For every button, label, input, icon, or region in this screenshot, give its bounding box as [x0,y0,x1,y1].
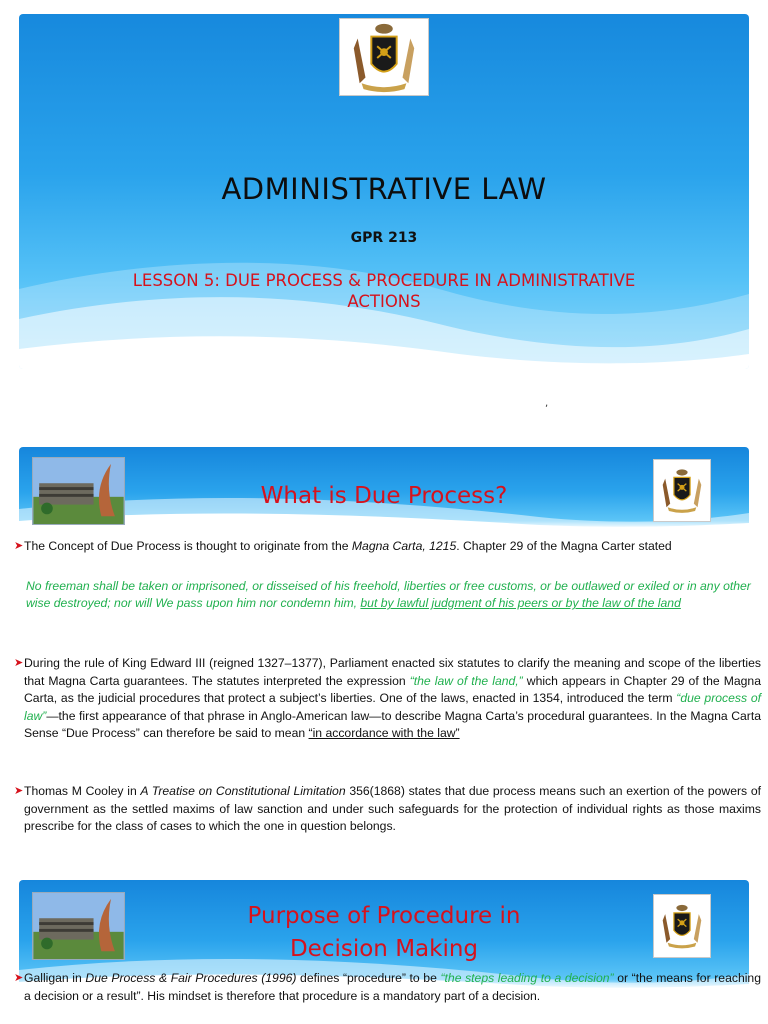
bullet-arrow-icon: ➤ [14,785,24,797]
coat-of-arms-icon [653,459,711,522]
bullet-galligan: ➤ Galligan in Due Process & Fair Procedures (1996) defines “procedure” to be “the steps leading to a decision” or “the means for reaching a decision or a result”. His mindset is therefore that procedure is a mandatory part of a decision. [14,971,761,1003]
magna-carta-quote: No freeman shall be taken or imprisoned, or disseised of his freehold, liberties or free customs, or be outlawed or exiled or in any other wise destroyed; nor will We pass upon him nor condemn him, but by lawful judgment of his peers or by the law of the land [26,579,751,610]
bullet-cooley: ➤ Thomas M Cooley in A Treatise on Constitutional Limitation 356(1868) states that due process means such an exertion of the powers of government as the settled maxims of law sanction and under such safeguards for the protection of individual rights as those maxims prescribe for the class of cases to which the one in question belongs. [14,784,761,833]
section-heading: What is Due Process? [260,483,508,509]
bullet-arrow-icon: ➤ [14,972,24,984]
course-code: GPR 213 [350,230,418,246]
bullet-edward-iii: ➤ During the rule of King Edward III (reigned 1327–1377), Parliament enacted six statutes to clarify the meaning and scope of the liberties that Magna Carta guarantees. The statutes interpreted the expression “the law of the land,” which appears in Chapter 29 of the Magna Carta, as the judicial procedures that protect a subject’s liberties. One of the laws, enacted in 1354, introduced the term “due process of law”—the first appearance of that phrase in Anglo-American law—to describe Magna Carta’s procedural guarantees. In the Magna Carta Sense “Due Process” can therefore be said to mean “in accordance with the law” [14,656,761,740]
coat-of-arms-icon [339,18,429,96]
section-heading: Purpose of Procedure in Decision Making [247,903,521,962]
due-process-slide-header [19,447,749,529]
separator-mark: , [545,398,549,409]
lesson-title: LESSON 5: DUE PROCESS & PROCEDURE IN ADMINISTRATIVE ACTIONS [132,271,636,311]
bullet-arrow-icon: ➤ [14,657,24,669]
presentation-title: ADMINISTRATIVE LAW [221,172,547,206]
bullet-magna-carta: ➤ The Concept of Due Process is thought to originate from the Magna Carta, 1215. Chapter 29 of the Magna Carter stated [24,538,764,556]
coat-of-arms-icon [653,894,711,958]
bullet-arrow-icon: ➤ [14,540,24,552]
title-slide [19,14,749,369]
